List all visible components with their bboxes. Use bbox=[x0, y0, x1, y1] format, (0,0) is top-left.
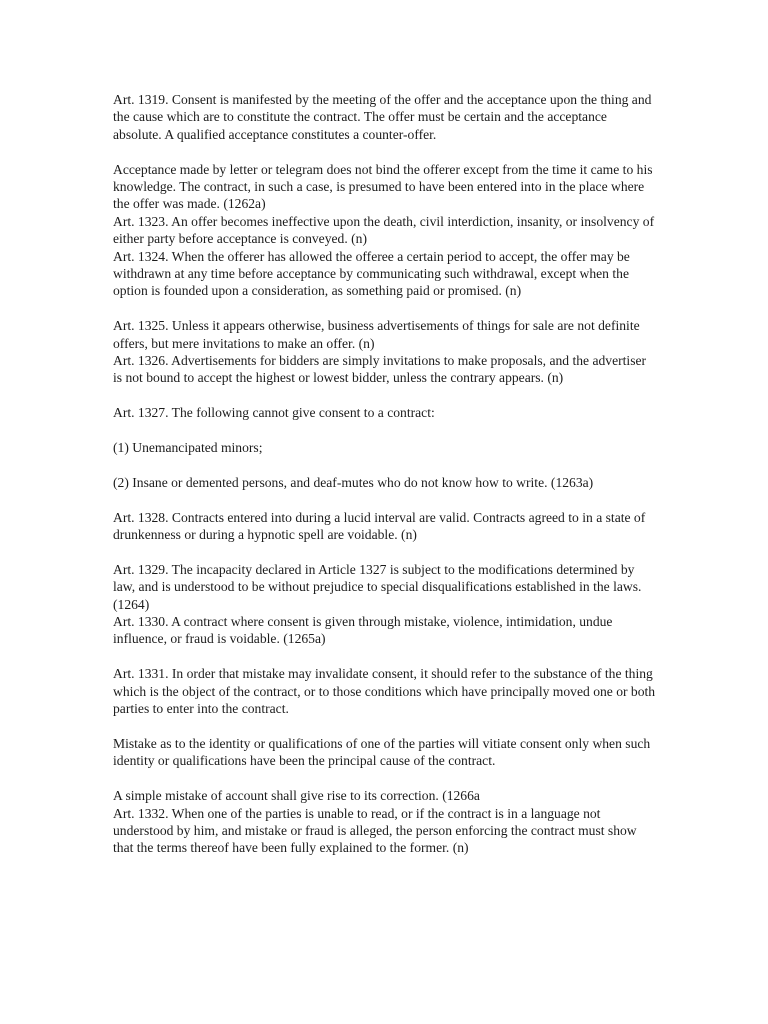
paragraph-block bbox=[113, 787, 658, 857]
list-item-2: (2) Insane or demented persons, and deaf-mutes who do not know how to write. (1263a) bbox=[113, 474, 594, 490]
paragraph-block bbox=[113, 404, 658, 421]
article-1327: Art. 1327. The following cannot give consent to a contract: bbox=[113, 405, 435, 421]
paragraph-block bbox=[113, 439, 658, 456]
paragraph-block bbox=[113, 509, 658, 544]
paragraph-block bbox=[113, 91, 658, 143]
article-1331: Art. 1331. In order that mistake may invalidate consent, it should refer to the substance of the thing which is the object of the contract, or to those conditions which have principally moved one or both parties to enter into the contract. bbox=[113, 666, 656, 717]
paragraph-block bbox=[113, 665, 658, 717]
article-1319: Art. 1319. Consent is manifested by the meeting of the offer and the acceptance upon the thing and the cause which are to constitute the contract. The offer must be certain and the acceptance absolute. A qualified acceptance constitutes a counter-offer. bbox=[113, 92, 652, 142]
simple-mistake-paragraph: A simple mistake of account shall give rise to its correction. (1266a bbox=[113, 788, 480, 804]
acceptance-by-letter-paragraph: Acceptance made by letter or telegram does not bind the offerer except from the time it came to his knowledge. The contract, in such a case, is presumed to have been entered into in the place where the offer was made. (1262a) bbox=[113, 161, 653, 212]
article-1330: Art. 1330. A contract where consent is given through mistake, violence, intimidation, undue influence, or fraud is voidable. (1265a) bbox=[113, 614, 613, 647]
article-1328: Art. 1328. Contracts entered into during a lucid interval are valid. Contracts agreed to in a state of drunkenness or during a hypnotic spell are voidable. (n) bbox=[113, 509, 646, 543]
article-1332: Art. 1332. When one of the parties is unable to read, or if the contract is in a language not understood by him, and mistake or fraud is alleged, the person enforcing the contract must show that the terms thereof have been fully explained to the former. (n) bbox=[113, 805, 637, 856]
mistake-identity-paragraph: Mistake as to the identity or qualifications of one of the parties will vitiate consent only when such identity or qualifications have been the principal cause of the contract. bbox=[113, 735, 651, 769]
document-page bbox=[113, 91, 658, 874]
paragraph-block bbox=[113, 561, 658, 648]
paragraph-block bbox=[113, 317, 658, 387]
article-1323: Art. 1323. An offer becomes ineffective upon the death, civil interdiction, insanity, or insolvency of either party before acceptance is conveyed. (n) bbox=[113, 213, 655, 247]
article-1325: Art. 1325. Unless it appears otherwise, business advertisements of things for sale are not definite offers, but mere invitations to make an offer. (n) bbox=[113, 318, 640, 351]
article-1326: Art. 1326. Advertisements for bidders are simply invitations to make proposals, and the advertiser is not bound to accept the highest or lowest bidder, unless the contrary appears. (n) bbox=[113, 353, 647, 386]
article-1329: Art. 1329. The incapacity declared in Article 1327 is subject to the modifications determined by law, and is understood to be without prejudice to special disqualifications established in the laws. (1264) bbox=[113, 561, 642, 612]
article-1324: Art. 1324. When the offerer has allowed the offeree a certain period to accept, the offer may be withdrawn at any time before acceptance by communicating such withdrawal, except when the option is founded upon a consideration, as something paid or promised. (n) bbox=[113, 248, 630, 299]
paragraph-block bbox=[113, 735, 658, 770]
paragraph-block bbox=[113, 161, 658, 300]
list-item-1: (1) Unemancipated minors; bbox=[113, 440, 263, 456]
paragraph-block bbox=[113, 474, 658, 491]
